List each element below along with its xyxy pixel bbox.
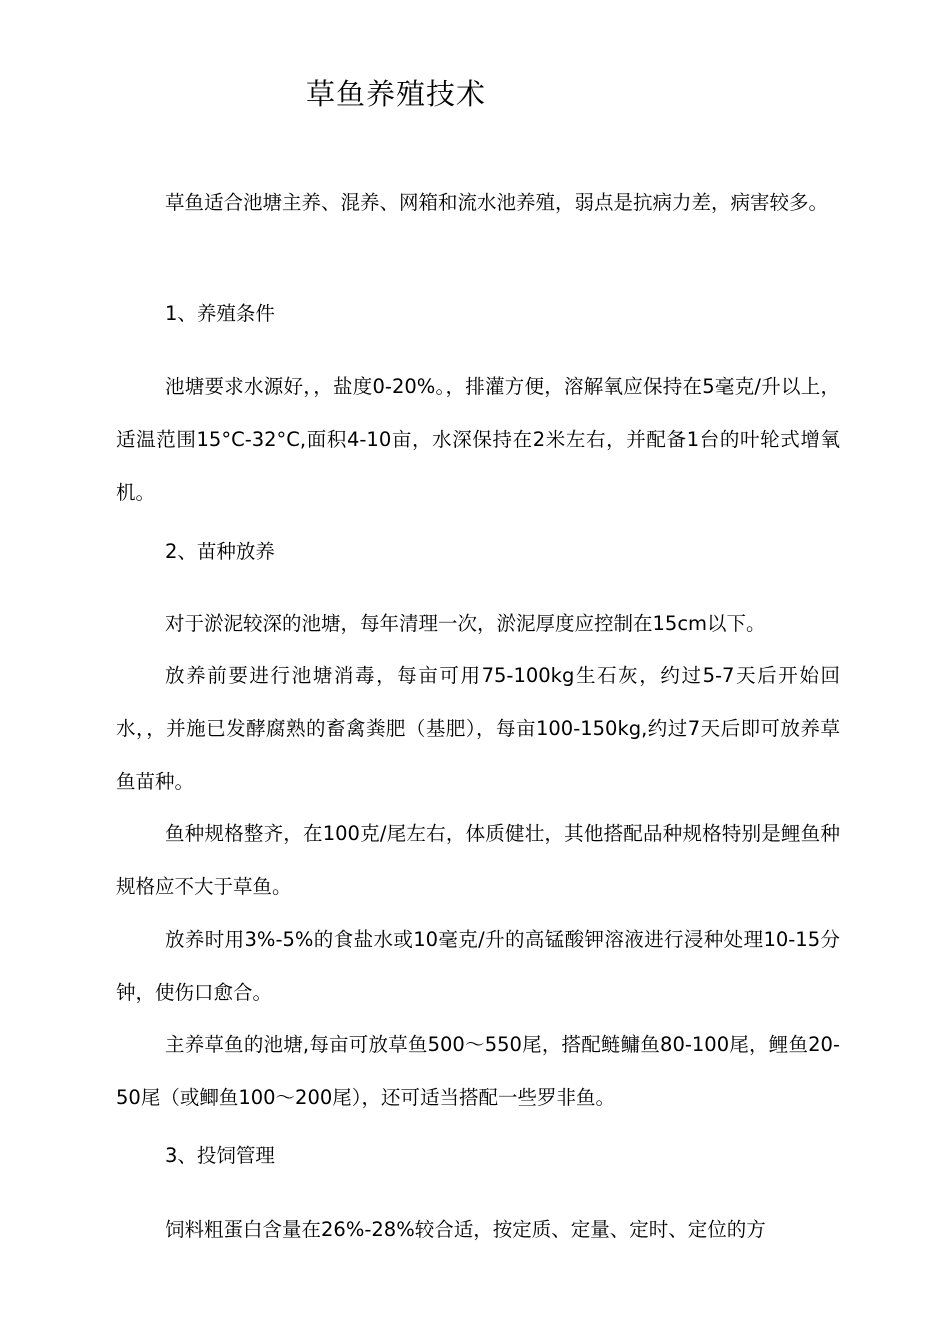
paragraph-stocking-density: 主养草鱼的池塘,每亩可放草鱼500〜550尾，搭配鲢鳙鱼80-100尾，鲤鱼20-50尾（或鲫鱼100〜200尾），还可适当搭配一些罗非鱼。	[116, 1033, 840, 1109]
section-heading-feeding: 3、投饲管理	[165, 1144, 275, 1167]
section-heading-stocking: 2、苗种放养	[165, 540, 275, 563]
paragraph-feed-protein: 饲料粗蛋白含量在26%-28%较合适，按定质、定量、定时、定位的方	[165, 1218, 766, 1241]
document-title: 草鱼养殖技术	[306, 77, 487, 111]
paragraph-silt-cleaning: 对于淤泥较深的池塘，每年清理一次，淤泥厚度应控制在15cm以下。	[165, 612, 766, 635]
paragraph-dip-treatment: 放养时用3%-5%的食盐水或10毫克/升的高锰酸钾溶液进行浸种处理10-15分钟，使伤口愈合。	[116, 928, 840, 1004]
intro-paragraph: 草鱼适合池塘主养、混养、网箱和流水池养殖，弱点是抗病力差，病害较多。	[165, 191, 829, 214]
section-heading-conditions: 1、养殖条件	[165, 302, 275, 325]
paragraph-fingerling-size: 鱼种规格整齐，在100克/尾左右，体质健壮，其他搭配品种规格特别是鲤鱼种规格应不大于草鱼。	[116, 822, 840, 898]
paragraph-disinfection: 放养前要进行池塘消毒，每亩可用75-100kg生石灰，约过5-7天后开始回水，，并施已发酵腐熟的畜禽粪肥（基肥），每亩100-150kg,约过7天后即可放养草鱼苗种。	[116, 664, 840, 793]
paragraph-pond-requirements: 池塘要求水源好，，盐度0-20%。，排灌方便，溶解氧应保持在5毫克/升以上，适温范围15°C-32°C,面积4-10亩，水深保持在2米左右，并配备1台的叶轮式增氧机。	[116, 375, 840, 504]
